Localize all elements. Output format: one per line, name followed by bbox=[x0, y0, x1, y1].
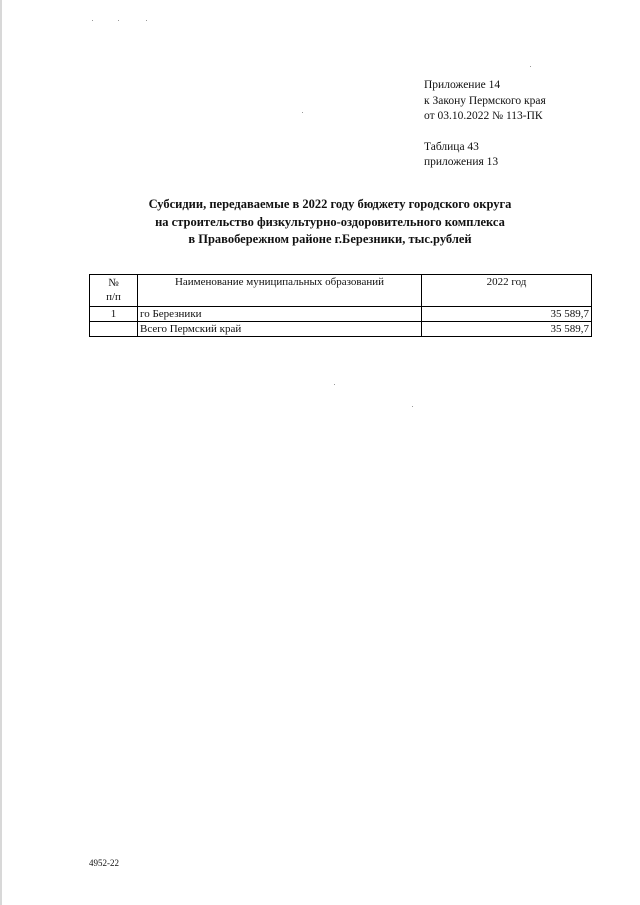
law-reference: к Закону Пермского края bbox=[424, 94, 546, 107]
title-line-3: в Правобережном районе г.Березники, тыс.рублей bbox=[188, 232, 472, 246]
row-amount: 35 589,7 bbox=[422, 307, 592, 322]
column-header-number bbox=[90, 275, 138, 307]
title-line-2: на строительство физкультурно-оздоровительного комплекса bbox=[155, 214, 505, 229]
row-municipality: го Березники bbox=[138, 307, 422, 322]
row-municipality: Всего Пермский край bbox=[138, 322, 422, 337]
document-code: 4952-22 bbox=[89, 858, 119, 868]
appendix-header bbox=[424, 78, 624, 171]
row-amount: 35 589,7 bbox=[422, 322, 592, 337]
subsidy-table bbox=[89, 274, 592, 337]
column-header-number-abbr: п/п bbox=[106, 291, 121, 303]
appendix-number: Приложение 14 bbox=[424, 79, 501, 91]
law-date: от 03.10.2022 № 113-ПК bbox=[424, 110, 543, 122]
column-header-year: 2022 год bbox=[422, 275, 592, 307]
table-row bbox=[90, 307, 592, 322]
title-line-1: Субсидии, передаваемые в 2022 году бюджету городского округа bbox=[148, 197, 512, 211]
document-title bbox=[90, 196, 570, 249]
appendix-reference: приложения 13 bbox=[424, 156, 499, 168]
table-total-row bbox=[90, 322, 592, 337]
row-number: 1 bbox=[90, 307, 138, 322]
table-number: Таблица 43 bbox=[424, 140, 479, 153]
scan-edge bbox=[0, 0, 2, 905]
column-header-number-symbol: № bbox=[108, 277, 119, 289]
row-number bbox=[90, 322, 138, 337]
column-header-name: Наименование муниципальных образований bbox=[138, 275, 422, 307]
table-header-row bbox=[90, 275, 592, 307]
